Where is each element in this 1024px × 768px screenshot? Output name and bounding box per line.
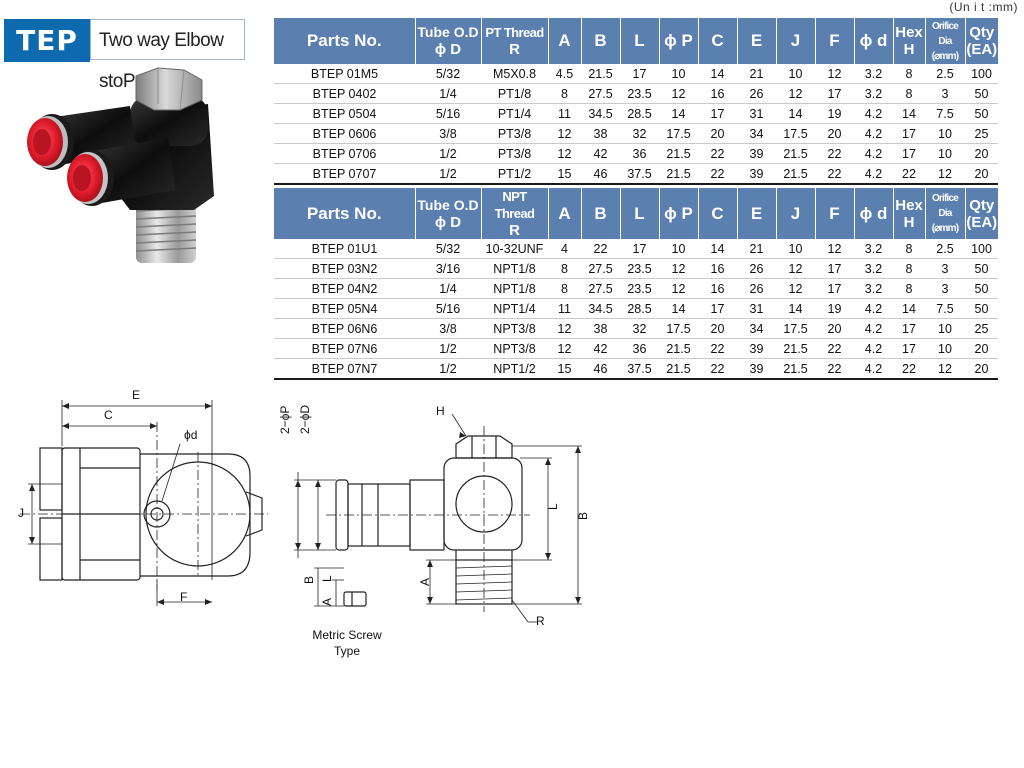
table-cell: 27.5	[581, 84, 620, 104]
table-cell: 36	[620, 144, 659, 164]
table-cell: 7.5	[925, 299, 965, 319]
table-cell: 50	[965, 279, 998, 299]
table-cell: 12	[925, 359, 965, 380]
dim-label-h: H	[436, 404, 445, 418]
table-cell: BTEP 01U1	[274, 239, 415, 259]
table-cell: 26	[737, 84, 776, 104]
table-cell: 14	[893, 299, 925, 319]
table-cell: 21.5	[776, 359, 815, 380]
table-cell: 4.2	[854, 359, 893, 380]
table-cell: 4.2	[854, 104, 893, 124]
table-cell: 31	[737, 299, 776, 319]
col-j: J	[776, 188, 815, 239]
table-cell: 1/4	[415, 84, 481, 104]
col-f: F	[815, 188, 854, 239]
table-cell: BTEP 0402	[274, 84, 415, 104]
table-cell: 50	[965, 84, 998, 104]
col-orifice: Orifice Dia (⌀mm)	[925, 18, 965, 64]
table-cell: 5/16	[415, 104, 481, 124]
table-cell: 3	[925, 259, 965, 279]
col-orifice: Orifice Dia (⌀mm)	[925, 188, 965, 239]
table-cell: 39	[737, 359, 776, 380]
table-cell: 17	[620, 64, 659, 84]
table-cell: 4.2	[854, 124, 893, 144]
table-cell: 12	[659, 259, 698, 279]
table-row	[274, 319, 998, 339]
table-cell: 14	[893, 104, 925, 124]
table-cell: 2.5	[925, 239, 965, 259]
table-cell: 17	[893, 144, 925, 164]
table-cell: 5/16	[415, 299, 481, 319]
table-cell: 3.2	[854, 64, 893, 84]
caption-line-1: Metric Screw	[312, 628, 382, 642]
table-cell: 16	[698, 84, 737, 104]
table-cell: 11	[548, 104, 581, 124]
table-cell: 42	[581, 144, 620, 164]
dim-label-l: L	[546, 503, 560, 510]
table-cell: 25	[965, 319, 998, 339]
table-cell: 4.2	[854, 339, 893, 359]
table-cell: 21.5	[581, 64, 620, 84]
table-cell: 17	[698, 104, 737, 124]
table-cell: 8	[893, 279, 925, 299]
table-cell: 34	[737, 319, 776, 339]
table-cell: 8	[893, 239, 925, 259]
table-cell: 26	[737, 259, 776, 279]
npt-table-body	[274, 239, 998, 379]
table-cell: 22	[698, 144, 737, 164]
table-cell: 19	[815, 104, 854, 124]
table-cell: 5/32	[415, 239, 481, 259]
table-cell: 3	[925, 279, 965, 299]
table-cell: 15	[548, 359, 581, 380]
table-cell: 46	[581, 359, 620, 380]
dim-label-a-small: A	[320, 597, 334, 606]
table-cell: 21.5	[776, 144, 815, 164]
dim-label-r: R	[536, 614, 545, 628]
table-cell: 28.5	[620, 104, 659, 124]
table-cell: 42	[581, 339, 620, 359]
table-cell: 17	[698, 299, 737, 319]
table-row	[274, 124, 998, 144]
table-row	[274, 259, 998, 279]
table-cell: 20	[965, 164, 998, 185]
col-thread: NPT Thread R	[481, 188, 548, 239]
dim-label-c: C	[104, 408, 113, 422]
table-cell: 16	[698, 279, 737, 299]
table-cell: 34	[737, 124, 776, 144]
table-cell: NPT3/8	[481, 319, 548, 339]
table-cell: 17.5	[776, 319, 815, 339]
dim-label-a: A	[418, 577, 432, 586]
table-cell: 21.5	[659, 144, 698, 164]
product-title: Two way Elbow stoP	[90, 19, 245, 60]
table-cell: 36	[620, 339, 659, 359]
table-cell: 12	[548, 144, 581, 164]
table-cell: 22	[698, 359, 737, 380]
col-b: B	[581, 188, 620, 239]
table-cell: 17	[620, 239, 659, 259]
table-cell: 5/32	[415, 64, 481, 84]
table-cell: 34.5	[581, 299, 620, 319]
table-cell: 17	[815, 84, 854, 104]
col-j: J	[776, 18, 815, 64]
table-cell: 16	[698, 259, 737, 279]
table-row	[274, 359, 998, 380]
table-cell: 22	[893, 164, 925, 185]
table-cell: 50	[965, 299, 998, 319]
table-cell: 4.2	[854, 164, 893, 185]
table-cell: 3.2	[854, 239, 893, 259]
table-cell: 20	[965, 339, 998, 359]
table-cell: BTEP 07N7	[274, 359, 415, 380]
col-parts-no: Parts No.	[274, 18, 415, 64]
table-cell: BTEP 07N6	[274, 339, 415, 359]
table-cell: NPT1/2	[481, 359, 548, 380]
table-cell: 12	[659, 279, 698, 299]
table-cell: 50	[965, 104, 998, 124]
table-cell: 23.5	[620, 259, 659, 279]
dim-label-2-phi-p: 2−ϕP	[278, 405, 292, 434]
dim-label-2-phi-d: 2−ϕD	[298, 404, 312, 434]
dim-label-l-small: L	[320, 575, 334, 582]
table-cell: 12	[815, 64, 854, 84]
table-cell: 22	[815, 164, 854, 185]
dim-label-b-small: B	[302, 575, 316, 584]
table-cell: 37.5	[620, 164, 659, 185]
table-cell: 10	[776, 239, 815, 259]
col-tube-od: Tube O.D ϕ D	[415, 18, 481, 64]
table-cell: 23.5	[620, 84, 659, 104]
table-cell: 8	[893, 84, 925, 104]
table-cell: 19	[815, 299, 854, 319]
table-cell: 39	[737, 339, 776, 359]
table-cell: BTEP 03N2	[274, 259, 415, 279]
table-cell: M5X0.8	[481, 64, 548, 84]
col-p: ϕ P	[659, 188, 698, 239]
table-cell: BTEP 05N4	[274, 299, 415, 319]
table-cell: 17.5	[776, 124, 815, 144]
table-cell: 12	[548, 124, 581, 144]
table-cell: 12	[925, 164, 965, 185]
table-cell: 8	[893, 259, 925, 279]
table-cell: BTEP 06N6	[274, 319, 415, 339]
table-cell: 39	[737, 144, 776, 164]
table-cell: 20	[698, 319, 737, 339]
table-cell: NPT3/8	[481, 339, 548, 359]
table-cell: 14	[698, 239, 737, 259]
table-cell: 17.5	[659, 319, 698, 339]
table-cell: 4.2	[854, 144, 893, 164]
table-cell: 38	[581, 124, 620, 144]
table-cell: 11	[548, 299, 581, 319]
table-cell: 21.5	[776, 339, 815, 359]
table-cell: 7.5	[925, 104, 965, 124]
table-cell: 14	[776, 299, 815, 319]
table-cell: 1/4	[415, 279, 481, 299]
table-cell: 46	[581, 164, 620, 185]
table-cell: PT3/8	[481, 144, 548, 164]
unit-note: (Un i t :mm)	[949, 0, 1018, 14]
table-cell: 21.5	[659, 359, 698, 380]
dim-label-b: B	[576, 511, 590, 520]
col-qty: Qty (EA)	[965, 18, 998, 64]
table-cell: 3.2	[854, 259, 893, 279]
table-cell: 10	[925, 319, 965, 339]
col-e: E	[737, 18, 776, 64]
table-cell: 14	[698, 64, 737, 84]
table-cell: 12	[548, 339, 581, 359]
dim-label-f: F	[180, 590, 188, 604]
table-cell: 37.5	[620, 359, 659, 380]
table-cell: 1/2	[415, 144, 481, 164]
series-tag: TEP	[4, 19, 90, 62]
table-cell: 4.2	[854, 299, 893, 319]
table-cell: 20	[698, 124, 737, 144]
col-a: A	[548, 188, 581, 239]
table-cell: 22	[815, 144, 854, 164]
table-cell: 22	[698, 339, 737, 359]
table-cell: 27.5	[581, 259, 620, 279]
col-a: A	[548, 18, 581, 64]
table-cell: PT3/8	[481, 124, 548, 144]
table-row	[274, 104, 998, 124]
table-cell: BTEP 04N2	[274, 279, 415, 299]
table-cell: 17	[815, 279, 854, 299]
table-cell: BTEP 0706	[274, 144, 415, 164]
dim-label-e: E	[132, 388, 141, 402]
table-cell: 2.5	[925, 64, 965, 84]
table-cell: 3.2	[854, 279, 893, 299]
table-cell: 10	[925, 124, 965, 144]
table-cell: 1/2	[415, 359, 481, 380]
table-cell: 20	[815, 124, 854, 144]
table-cell: 10	[776, 64, 815, 84]
table-cell: 17	[815, 259, 854, 279]
table-cell: 14	[659, 299, 698, 319]
table-cell: 3	[925, 84, 965, 104]
col-c: C	[698, 18, 737, 64]
table-cell: 25	[965, 124, 998, 144]
col-hex: Hex H	[893, 18, 925, 64]
table-cell: 27.5	[581, 279, 620, 299]
table-cell: 21	[737, 239, 776, 259]
table-cell: 17	[893, 319, 925, 339]
table-cell: 8	[548, 259, 581, 279]
col-d: ϕ d	[854, 188, 893, 239]
table-cell: 15	[548, 164, 581, 185]
table-cell: 14	[659, 104, 698, 124]
table-cell: 28.5	[620, 299, 659, 319]
table-row	[274, 299, 998, 319]
col-l: L	[620, 188, 659, 239]
dim-label-j: J	[18, 506, 24, 520]
table-cell: BTEP 0606	[274, 124, 415, 144]
col-tube-od: Tube O.D ϕ D	[415, 188, 481, 239]
col-b: B	[581, 18, 620, 64]
table-cell: 10	[925, 339, 965, 359]
table-cell: 21.5	[659, 339, 698, 359]
table-row	[274, 239, 998, 259]
col-qty: Qty (EA)	[965, 188, 998, 239]
col-e: E	[737, 188, 776, 239]
table-cell: 34.5	[581, 104, 620, 124]
table-cell: PT1/2	[481, 164, 548, 185]
table-row	[274, 164, 998, 185]
table-cell: BTEP 0707	[274, 164, 415, 185]
table-cell: 38	[581, 319, 620, 339]
table-cell: 22	[815, 339, 854, 359]
table-cell: 22	[893, 359, 925, 380]
table-cell: NPT1/4	[481, 299, 548, 319]
table-row	[274, 84, 998, 104]
table-cell: 20	[815, 319, 854, 339]
col-thread: PT Thread R	[481, 18, 548, 64]
table-cell: 1/2	[415, 339, 481, 359]
pt-table-body	[274, 64, 998, 184]
col-f: F	[815, 18, 854, 64]
table-cell: 12	[776, 259, 815, 279]
table-cell: 8	[893, 64, 925, 84]
col-hex: Hex H	[893, 188, 925, 239]
table-cell: 10	[659, 64, 698, 84]
table-cell: 10-32UNF	[481, 239, 548, 259]
table-cell: 39	[737, 164, 776, 185]
table-cell: BTEP 0504	[274, 104, 415, 124]
table-cell: 12	[776, 84, 815, 104]
table-cell: 100	[965, 64, 998, 84]
col-l: L	[620, 18, 659, 64]
table-cell: 3.2	[854, 84, 893, 104]
table-cell: 10	[659, 239, 698, 259]
col-parts-no: Parts No.	[274, 188, 415, 239]
table-cell: BTEP 01M5	[274, 64, 415, 84]
col-d: ϕ d	[854, 18, 893, 64]
table-cell: 3/8	[415, 124, 481, 144]
table-cell: 22	[581, 239, 620, 259]
table-cell: 20	[965, 144, 998, 164]
table-cell: 21.5	[659, 164, 698, 185]
table-cell: 23.5	[620, 279, 659, 299]
table-cell: 3/8	[415, 319, 481, 339]
table-cell: 12	[548, 319, 581, 339]
table-cell: 50	[965, 259, 998, 279]
table-cell: PT1/4	[481, 104, 548, 124]
table-cell: 22	[815, 359, 854, 380]
table-cell: 1/2	[415, 164, 481, 185]
table-cell: 10	[925, 144, 965, 164]
col-p: ϕ P	[659, 18, 698, 64]
table-cell: 4	[548, 239, 581, 259]
table-cell: 12	[776, 279, 815, 299]
table-cell: 17.5	[659, 124, 698, 144]
col-c: C	[698, 188, 737, 239]
table-cell: 20	[965, 359, 998, 380]
table-cell: 8	[548, 279, 581, 299]
table-cell: 21	[737, 64, 776, 84]
table-cell: 21.5	[776, 164, 815, 185]
metric-screw-caption	[302, 627, 392, 659]
table-cell: 32	[620, 319, 659, 339]
table-cell: NPT1/8	[481, 259, 548, 279]
caption-line-2: Type	[333, 644, 360, 658]
table-cell: 22	[698, 164, 737, 185]
table-row	[274, 279, 998, 299]
table-cell: 17	[893, 339, 925, 359]
table-cell: 4.2	[854, 319, 893, 339]
table-row	[274, 339, 998, 359]
table-cell: 12	[815, 239, 854, 259]
table-cell: 3/16	[415, 259, 481, 279]
table-cell: 100	[965, 239, 998, 259]
table-cell: 31	[737, 104, 776, 124]
table-cell: 26	[737, 279, 776, 299]
table-row	[274, 144, 998, 164]
table-cell: 14	[776, 104, 815, 124]
table-row	[274, 64, 998, 84]
table-cell: 4.5	[548, 64, 581, 84]
table-cell: 32	[620, 124, 659, 144]
table-cell: 12	[659, 84, 698, 104]
npt-thread-table	[274, 188, 998, 380]
table-cell: 17	[893, 124, 925, 144]
table-cell: PT1/8	[481, 84, 548, 104]
dim-label-phi-d: ϕd	[184, 428, 198, 442]
table-cell: 8	[548, 84, 581, 104]
product-photo	[18, 66, 243, 276]
table-cell: NPT1/8	[481, 279, 548, 299]
pt-thread-table	[274, 18, 998, 185]
